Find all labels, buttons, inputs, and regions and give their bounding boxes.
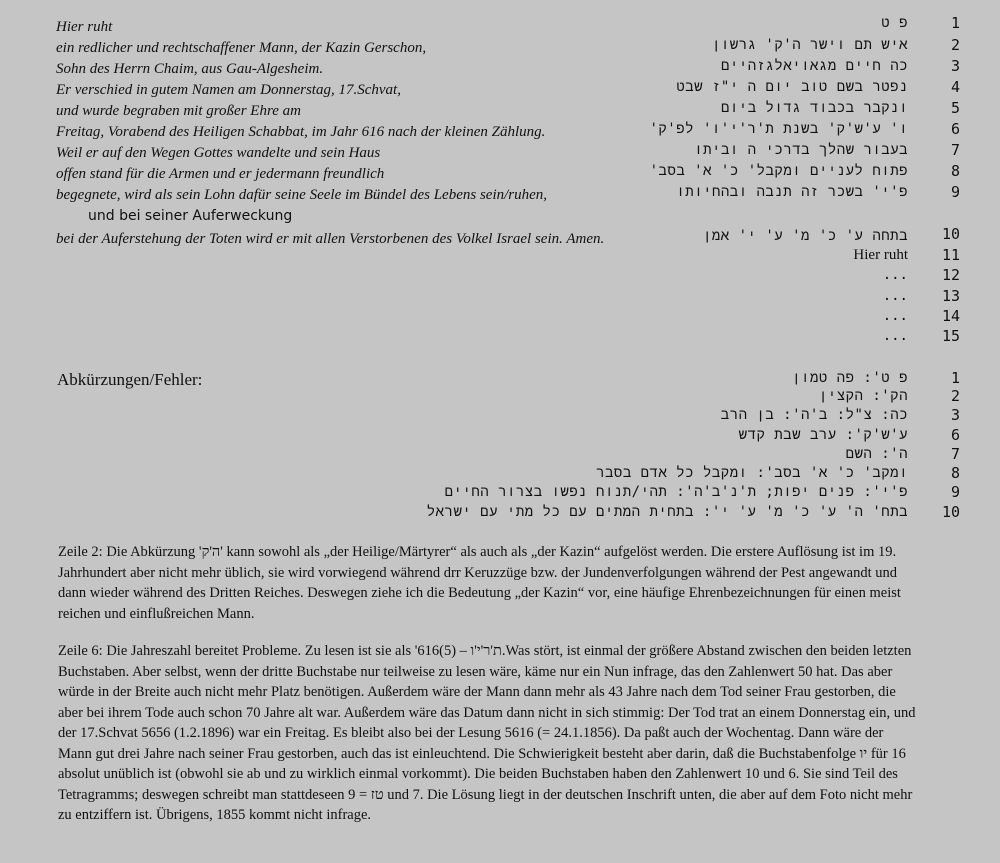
translation-line-9: begegnete, wird als sein Lohn dafür seine Seele im Bündel des Lebens sein/ruhen, [56,187,548,203]
line-number: 15 [941,327,960,345]
hebrew-line-2: איש תם וישר ה'ק' גרשון [712,37,908,53]
abbrev-text: כה: צ"ל: ב'ה': בן הרב [720,407,908,423]
abbrev-text: ע'ש'ק': ערב שבת קדש [738,427,908,443]
translation-line-8: offen stand für die Armen und er jedermann freundlich [56,166,385,182]
line-number: 7 [950,141,960,159]
abbrev-text: פ'י': פנים יפות; ת'נ'ב'ה': תהי/תנוח נפשו בצרור החיים [444,484,908,500]
translation-line-7: Weil er auf den Wegen Gottes wandelte und sein Haus [56,145,381,161]
ellipsis-12: ... [882,267,908,283]
abbrev-number: 1 [950,369,960,387]
translation-line-3: Sohn des Herrn Chaim, aus Gau-Algesheim. [56,61,324,77]
hier-ruht-label: Hier ruht [853,247,908,263]
translation-line-5: und wurde begraben mit großer Ehre am [56,103,301,119]
hebrew-line-3: כה חיים מגאויאלגזהיים [721,58,908,74]
abbrev-text: בתח' ה' ע' כ' מ' ע' י': בתחית המתים עם כל מתי עם ישראל [426,504,908,520]
line-number: 13 [941,287,960,305]
translation-line-10: und bei seiner Auferweckung [88,208,293,224]
hebrew-line-1: פ ט [881,15,908,31]
line-number: 3 [950,57,960,75]
translation-line-6: Freitag, Vorabend des Heiligen Schabbat, im Jahr 616 nach der kleinen Zählung. [56,124,546,140]
abbrev-text: ומקב' כ' א' בסב': ומקבל כל אדם בסבר [596,465,908,481]
abbrev-number: 7 [950,445,960,463]
hebrew-line-5: ונקבר בכבוד גדול ביום [720,100,908,116]
translation-line-11: bei der Auferstehung der Toten wird er mit allen Verstorbenen des Volkel Israel sein. Amen. [56,231,605,247]
abbreviations-heading: Abkürzungen/Fehler: [57,370,203,389]
translation-line-2: ein redlicher und rechtschaffener Mann, der Kazin Gerschon, [56,40,427,56]
line-number: 5 [950,99,960,117]
line-number: 11 [941,246,960,264]
line-number: 2 [950,36,960,54]
line-number: 12 [941,266,960,284]
abbrev-number: 10 [941,503,960,521]
abbrev-text: ה': השם [845,446,908,462]
abbrev-number: 3 [950,406,960,424]
ellipsis-14: ... [882,308,908,324]
hebrew-line-8: פתוח לעניים ומקבל' כ' א' בסב' [649,163,908,179]
ellipsis-13: ... [882,288,908,304]
hebrew-line-7: בעבור שהלך בדרכי ה וביתו [694,142,908,158]
hebrew-line-10: בתחה ע' כ' מ' ע' י' אמן [702,228,908,244]
ellipsis-15: ... [882,328,908,344]
hebrew-line-9: פ'י' בשכר זה תנבה ובהחיותו [676,184,908,200]
abbrev-number: 8 [950,464,960,482]
line-number: 4 [950,78,960,96]
hebrew-line-6: ו' ע'ש'ק' בשנת ת'ר'י'ו' לפ'ק' [649,121,908,137]
hebrew-line-4: נפטר בשם טוב יום ה י"ז שבט [676,79,908,95]
line-number: 6 [950,120,960,138]
commentary-line-6: Zeile 6: Die Jahreszahl bereitet Probleme. Zu lesen ist sie als 'ת'ר'י'ו – (5)616.Was stört, ist einmal der größere Abstand zwischen den beiden letzten Buchstaben. Aber selbst, wenn der dritte Buchstabe nur teilweise zu lesen wäre, käme nur ein Nun infrage, das den Zahlenwert 50 hat. Das aber würde in der Breite auch nicht mehr Platz benötigen. Außerdem wäre der Mann dann mehr als 43 Jahre nach dem Tod seiner Frau gestorben, die aber bei ihrem Tode auch schon 70 Jahre alt war. Außerdem wäre das Datum dann nicht in sich stimmig: Der Tod trat an einem Donnerstag ein, und der 17.Schvat 5656 (1.2.1896) war ein Freitag. Es bleibt also bei der Lesung 5616 (= 24.1.1856). Da paßt auch der Wochentag. Dann wäre der Mann gut drei Jahre nach seiner Frau gestorben, auch das ist einleuchtend. Die Schwierigkeit besteht aber darin, daß die Buchstabenfolge יו für 16 absolut unüblich ist (obwohl sie ab und zu wirklich einmal vorkommt). Die beiden Buchstaben haben den Zahlenwert 10 und 6. Sie sind Teil des Tetragramms; deswegen schreibt man stattdeseen טז = 9 und 7. Die Lösung liegt in der deutschen Inschrift unten, die aber auf dem Foto nicht mehr zu entziffern ist. Übrigens, 1855 kommt nicht infrage. [58,643,916,823]
line-number: 9 [950,183,960,201]
abbrev-number: 2 [950,387,960,405]
line-number: 10 [941,225,960,243]
abbrev-number: 6 [950,426,960,444]
translation-line-4: Er verschied in gutem Namen am Donnerstag, 17.Schvat, [56,82,401,98]
translation-line-1: Hier ruht [56,19,113,35]
commentary-line-2: Zeile 2: Die Abkürzung 'ה'ק' kann sowohl als „der Heilige/Märtyrer“ als auch als „der Kazin“ aufgelöst werden. Die erstere Auflösung ist im 19. Jahrhundert aber nicht mehr üblich, sie wird vorwiegend während drr Keruzzüge bzw. der Jundenverfolgungen während der Pest angewandt und dann wieder während des Dritten Reiches. Deswegen ziehe ich die Bedeutung „der Kazin“ vor, eine häufige Ehrenbezeichnungen für einen meist reichen und einflußreichen Mann. [58,544,901,622]
abbrev-number: 9 [950,483,960,501]
line-number: 14 [941,307,960,325]
abbrev-text: הק': הקצין [818,388,908,404]
line-number: 8 [950,162,960,180]
line-number: 1 [950,14,960,32]
abbrev-text: פ ט': פה טמון [792,370,908,386]
